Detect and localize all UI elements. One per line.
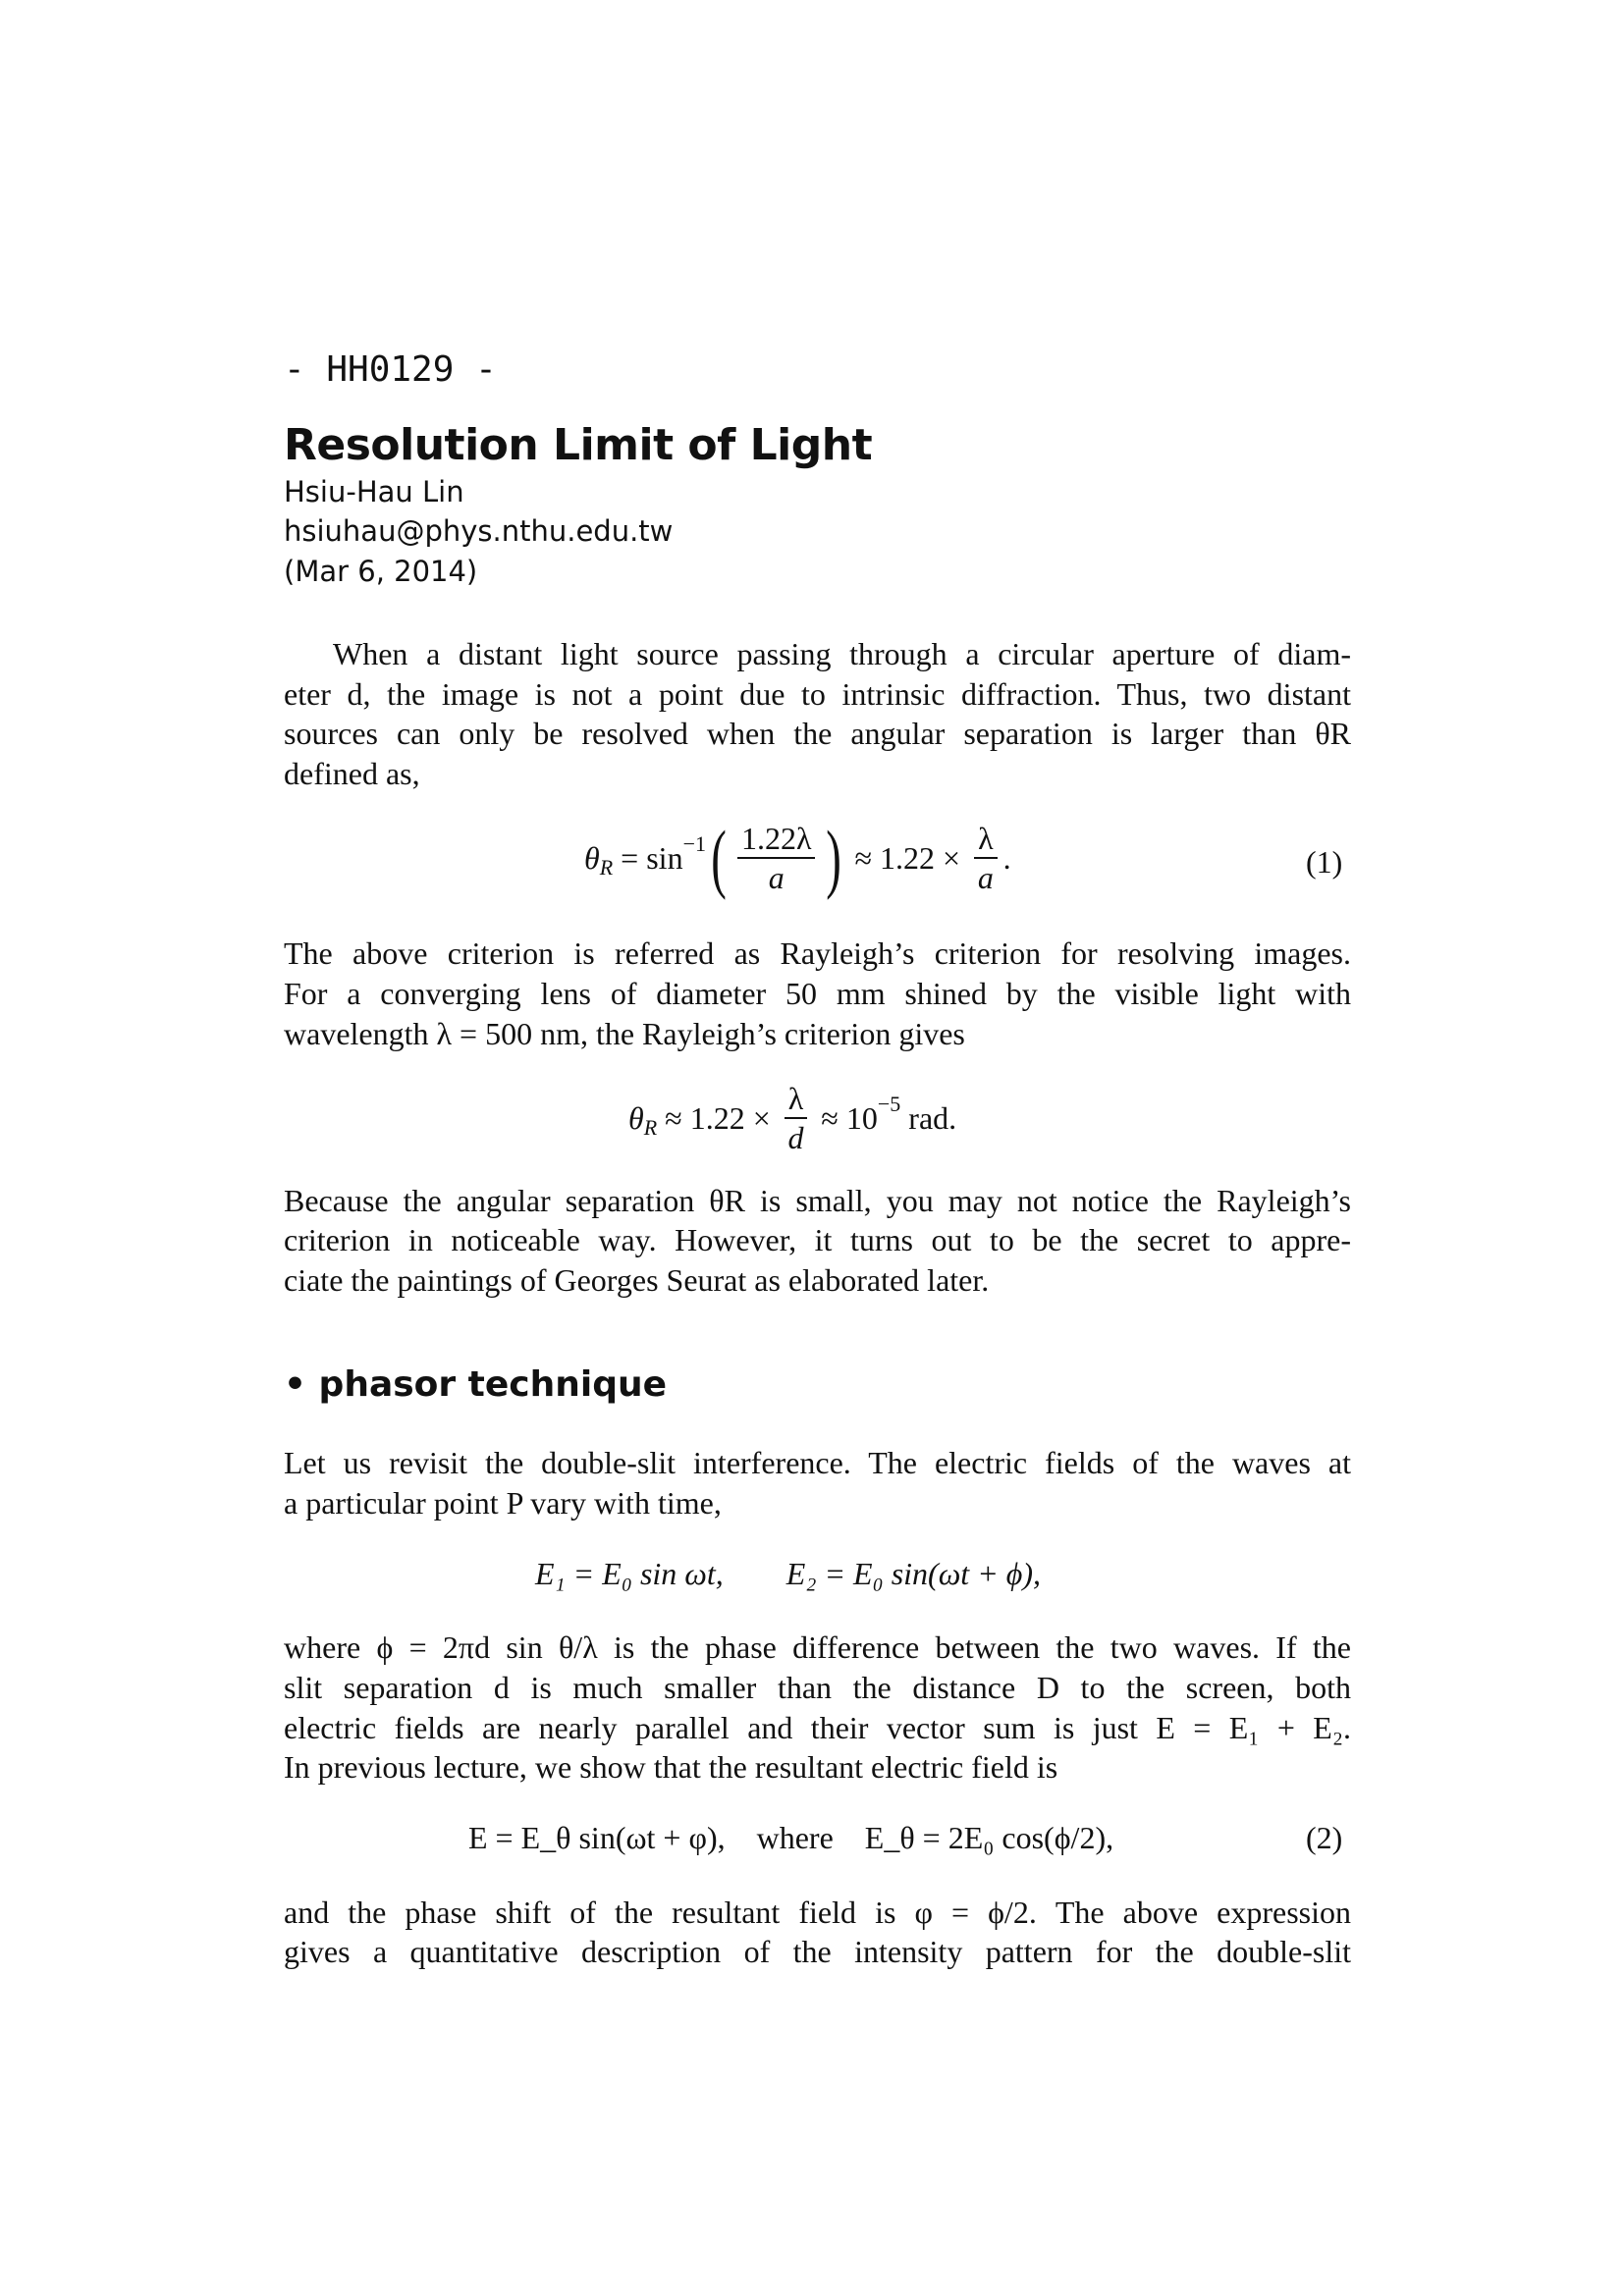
left-paren: ( (711, 815, 727, 900)
paragraph-line: eter d, the image is not a point due to intrinsic diffraction. Thus, two distant (284, 676, 1351, 712)
email: hsiuhau@phys.nthu.edu.tw (284, 514, 674, 548)
paragraph-line: Because the angular separation θR is small, you may not notice the Rayleigh’s (284, 1183, 1351, 1218)
eq-text: rad. (900, 1099, 957, 1136)
equation-rayleigh-estimate (628, 1080, 956, 1156)
eq-text: . (1002, 839, 1011, 876)
date: (Mar 6, 2014) (284, 555, 478, 588)
paragraph-line: sources can only be resolved when the angular separation is larger than θR (284, 716, 1351, 751)
numerator: λ (785, 1080, 808, 1119)
paragraph-line: electric fields are nearly parallel and their vector sum is just E = E₁ + E₂. (284, 1710, 1351, 1745)
eq-text: ≈ 1.22 × (846, 839, 969, 876)
paragraph-line: In previous lecture, we show that the resultant electric field is (284, 1749, 1058, 1785)
paragraph-line: gives a quantitative description of the intensity pattern for the double-slit (284, 1934, 1351, 1969)
equation-number: (2) (1306, 1820, 1343, 1855)
paragraph-line: wavelength λ = 500 nm, the Rayleigh’s criterion gives (284, 1016, 965, 1051)
eq-superscript: −5 (877, 1092, 901, 1116)
eq-text: ≈ 1.22 × (657, 1099, 779, 1136)
paragraph-line: The above criterion is referred as Rayleigh’s criterion for resolving images. (284, 935, 1351, 971)
denominator: d (787, 1120, 804, 1155)
eq-text: = sin (613, 839, 683, 876)
section-heading: • phasor technique (284, 1364, 668, 1405)
paragraph-line: defined as, (284, 756, 420, 791)
eq-symbol: θ (584, 839, 600, 876)
numerator: 1.22λ (737, 820, 816, 859)
denominator: a (768, 860, 785, 895)
page-title: Resolution Limit of Light (284, 420, 873, 470)
paragraph-line: ciate the paintings of Georges Seurat as elaborated later. (284, 1262, 990, 1298)
denominator: a (977, 860, 994, 895)
author: Hsiu-Hau Lin (284, 475, 464, 508)
paragraph-line: For a converging lens of diameter 50 mm shined by the visible light with (284, 976, 1351, 1011)
fraction (974, 820, 998, 896)
paragraph-line: a particular point P vary with time, (284, 1485, 722, 1521)
equation-1 (584, 815, 1011, 900)
handout-code: - HH0129 - (284, 349, 497, 390)
equation-fields: E₁ = E₀ sin ωt, E₂ = E₀ sin(ωt + ϕ), (535, 1556, 1041, 1591)
equation-number: (1) (1306, 844, 1343, 880)
eq-subscript: R (599, 855, 614, 880)
eq-subscript: R (643, 1115, 658, 1140)
eq-symbol: θ (628, 1099, 644, 1136)
paragraph-line: and the phase shift of the resultant field is φ = ϕ/2. The above expression (284, 1895, 1351, 1930)
paragraph-line: where ϕ = 2πd sin θ/λ is the phase difference between the two waves. If the (284, 1629, 1351, 1665)
equation-2: E = E_θ sin(ωt + φ), where E_θ = 2E₀ cos(ϕ/2), (468, 1820, 1114, 1855)
eq-text: ≈ 10 (813, 1099, 878, 1136)
fraction (785, 1080, 808, 1156)
paragraph-line: slit separation d is much smaller than the distance D to the screen, both (284, 1670, 1351, 1705)
paragraph-line: criterion in noticeable way. However, it turns out to be the secret to appre- (284, 1222, 1351, 1257)
paragraph-line: When a distant light source passing through a circular aperture of diam- (333, 636, 1351, 671)
fraction (737, 820, 816, 896)
eq-superscript: −1 (682, 831, 706, 856)
numerator: λ (974, 820, 998, 859)
right-paren: ) (826, 815, 842, 900)
paragraph-line: Let us revisit the double-slit interference. The electric fields of the waves at (284, 1445, 1351, 1480)
